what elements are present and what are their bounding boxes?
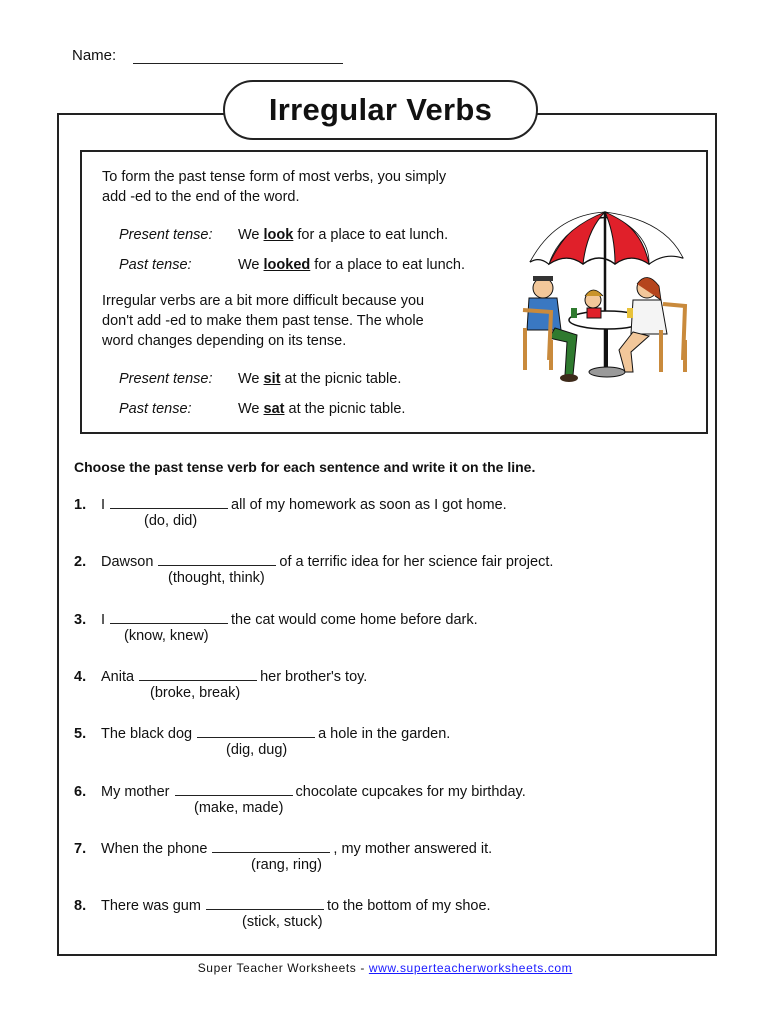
verb-looked: looked: [263, 257, 311, 273]
answer-options: (stick, stuck): [242, 914, 323, 931]
intro-line-1: To form the past tense form of most verbs, you simply: [102, 169, 447, 185]
past-tense-example-1: We looked for a place to eat lunch.: [238, 257, 466, 273]
question-text-after: the cat would come home before dark.: [231, 611, 478, 628]
question-number: 8.: [74, 898, 87, 915]
answer-blank[interactable]: [197, 723, 315, 738]
present-tense-label-1: Present tense:: [119, 227, 213, 243]
present-tense-example-1: We look for a place to eat lunch.: [238, 227, 449, 243]
answer-options: (broke, break): [150, 684, 241, 701]
answer-blank[interactable]: [139, 666, 257, 681]
answer-blank[interactable]: [110, 494, 228, 509]
question-5: [74, 723, 450, 744]
name-line[interactable]: [133, 63, 343, 64]
verb-look: look: [263, 227, 294, 243]
question-8: [74, 895, 491, 916]
name-label: Name:: [72, 47, 117, 64]
question-7: [74, 838, 492, 859]
question-3: [74, 609, 478, 630]
question-text-before: Anita: [101, 668, 135, 685]
past-tense-label-2: Past tense:: [119, 401, 192, 417]
footer: [0, 961, 770, 975]
question-text-after: of a terrific idea for her science fair project.: [279, 554, 554, 571]
question-text-before: I: [101, 611, 106, 628]
question-text-after: to the bottom of my shoe.: [326, 898, 491, 915]
answer-options: (make, made): [194, 799, 284, 816]
present-tense-label-2: Present tense:: [119, 371, 213, 387]
past-tense-label-1: Past tense:: [119, 257, 192, 273]
answer-options: (dig, dug): [226, 742, 288, 759]
question-text-before: When the phone: [101, 840, 208, 857]
question-number: 6.: [74, 783, 87, 800]
question-text-after: a hole in the garden.: [318, 726, 451, 743]
answer-options: (do, did): [144, 513, 198, 529]
irregular-line-2: don't add -ed to make them past tense. The whole: [102, 313, 424, 329]
answer-blank[interactable]: [158, 551, 276, 566]
page-title: Irregular Verbs: [223, 80, 538, 140]
question-number: 1.: [74, 497, 87, 513]
picnic-illustration: [515, 200, 695, 390]
question-text-after: chocolate cupcakes for my birthday.: [295, 783, 526, 800]
question-number: 5.: [74, 726, 87, 743]
answer-blank[interactable]: [110, 609, 228, 624]
question-text-before: My mother: [101, 783, 170, 800]
intro-line-2: add -ed to the end of the word.: [102, 189, 300, 205]
question-text-before: I: [101, 497, 106, 513]
question-4: [74, 666, 367, 687]
question-text-before: There was gum: [101, 898, 201, 915]
answer-blank[interactable]: [212, 838, 330, 853]
question-text-after: her brother's toy.: [260, 668, 368, 685]
question-text-after: , my mother answered it.: [333, 840, 493, 857]
question-number: 4.: [74, 668, 87, 685]
footer-link[interactable]: www.superteacherworksheets.com: [368, 961, 573, 975]
question-6: [74, 781, 526, 802]
question-number: 2.: [74, 554, 87, 571]
present-tense-example-2: We sit at the picnic table.: [238, 371, 402, 387]
answer-options: (rang, ring): [251, 856, 322, 873]
question-number: 3.: [74, 611, 87, 628]
question-text-before: Dawson: [101, 554, 154, 571]
question-text-after: all of my homework as soon as I got home.: [231, 497, 507, 513]
answer-blank[interactable]: [206, 895, 324, 910]
question-2: [74, 551, 553, 572]
past-tense-example-2: We sat at the picnic table.: [238, 401, 406, 417]
verb-sit: sit: [263, 371, 281, 387]
verb-sat: sat: [263, 401, 285, 417]
answer-blank[interactable]: [175, 781, 293, 796]
question-text-before: The black dog: [101, 726, 193, 743]
question-number: 7.: [74, 840, 87, 857]
irregular-line-1: Irregular verbs are a bit more difficult because you: [102, 293, 425, 309]
question-1: [74, 494, 507, 515]
instructions: Choose the past tense verb for each sentence and write it on the line.: [74, 459, 536, 475]
answer-options: (thought, think): [168, 570, 265, 587]
footer-brand: Super Teacher Worksheets -: [197, 961, 369, 975]
answer-options: (know, knew): [124, 627, 209, 644]
irregular-line-3: word changes depending on its tense.: [102, 333, 347, 349]
